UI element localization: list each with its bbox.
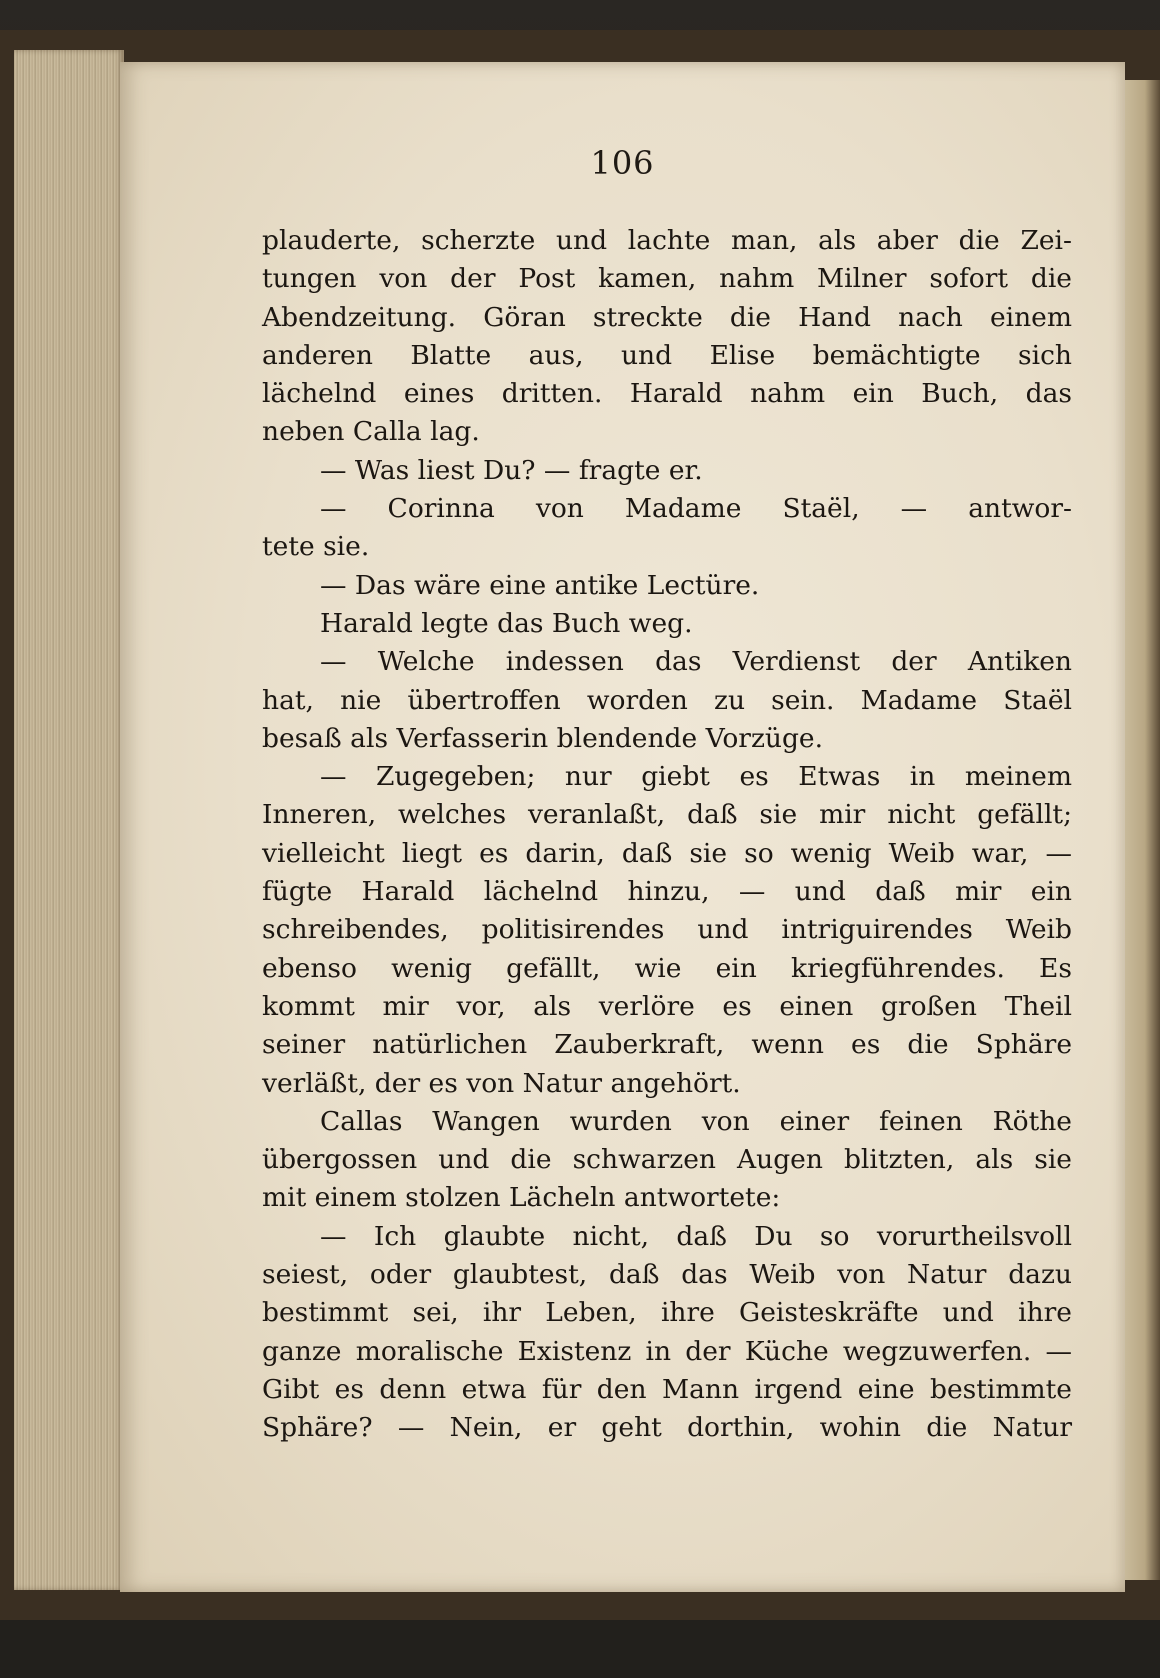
text-line: — Welche indessen das Verdienst der Antiken	[320, 646, 1072, 678]
text-line: plauderte, scherzte und lachte man, als aber die Zei-	[262, 225, 1072, 256]
text-line: tete sie.	[262, 531, 370, 563]
right-page-edge	[1122, 80, 1160, 1580]
text-line: vielleicht liegt es darin, daß sie so wenig Weib war, —	[262, 837, 1072, 869]
text-line: lächelnd eines dritten. Harald nahm ein Buch, das	[262, 378, 1072, 410]
text-line: besaß als Verfasserin blendende Vorzüge.	[262, 722, 824, 754]
text-line: Sphäre? — Nein, er geht dorthin, wohin die Natur	[262, 1412, 1072, 1444]
text-line: — Corinna von Madame Staël, — antwor-	[320, 493, 1072, 525]
text-line: anderen Blatte aus, und Elise bemächtigte sich	[262, 339, 1072, 371]
text-line: fügte Harald lächelnd hinzu, — und daß mir ein	[262, 876, 1072, 908]
page-number: 106	[590, 144, 655, 182]
text-line: — Ich glaubte nicht, daß Du so vorurtheilsvoll	[320, 1220, 1072, 1252]
text-line: ganze moralische Existenz in der Küche wegzuwerfen. —	[262, 1335, 1072, 1367]
text-line: tungen von der Post kamen, nahm Milner sofort die	[262, 263, 1072, 295]
text-line: — Das wäre eine antike Lectüre.	[320, 569, 760, 601]
text-line: seiest, oder glaubtest, daß das Weib von Natur dazu	[262, 1259, 1072, 1291]
page-edges	[14, 50, 124, 1590]
text-line: hat, nie übertroffen worden zu sein. Madame Staël	[262, 684, 1072, 716]
book-page	[120, 62, 1125, 1592]
text-line: mit einem stolzen Lächeln antwortete:	[262, 1182, 781, 1214]
text-line: schreibendes, politisirendes und intriguirendes Weib	[262, 914, 1072, 946]
text-line: Harald legte das Buch weg.	[320, 607, 693, 639]
text-line: Callas Wangen wurden von einer feinen Röthe	[320, 1105, 1072, 1137]
text-line: — Was liest Du? — fragte er.	[320, 454, 703, 486]
text-line: Inneren, welches veranlaßt, daß sie mir nicht gefällt;	[262, 799, 1072, 831]
text-line: — Zugegeben; nur giebt es Etwas in meinem	[320, 761, 1072, 793]
text-line: seiner natürlichen Zauberkraft, wenn es die Sphäre	[262, 1029, 1072, 1061]
text-line: verläßt, der es von Natur angehört.	[262, 1067, 741, 1099]
text-line: neben Calla lag.	[262, 416, 480, 448]
text-line: Gibt es denn etwa für den Mann irgend eine bestimmte	[262, 1373, 1072, 1405]
text-line: bestimmt sei, ihr Leben, ihre Geisteskräfte und ihre	[262, 1297, 1072, 1329]
text-line: Abendzeitung. Göran streckte die Hand nach einem	[262, 301, 1072, 333]
body-text	[262, 222, 1072, 1448]
text-line: kommt mir vor, als verlöre es einen großen Theil	[262, 990, 1072, 1022]
text-line: ebenso wenig gefällt, wie ein kriegführendes. Es	[262, 952, 1072, 984]
text-line: übergossen und die schwarzen Augen blitzten, als sie	[262, 1144, 1072, 1176]
